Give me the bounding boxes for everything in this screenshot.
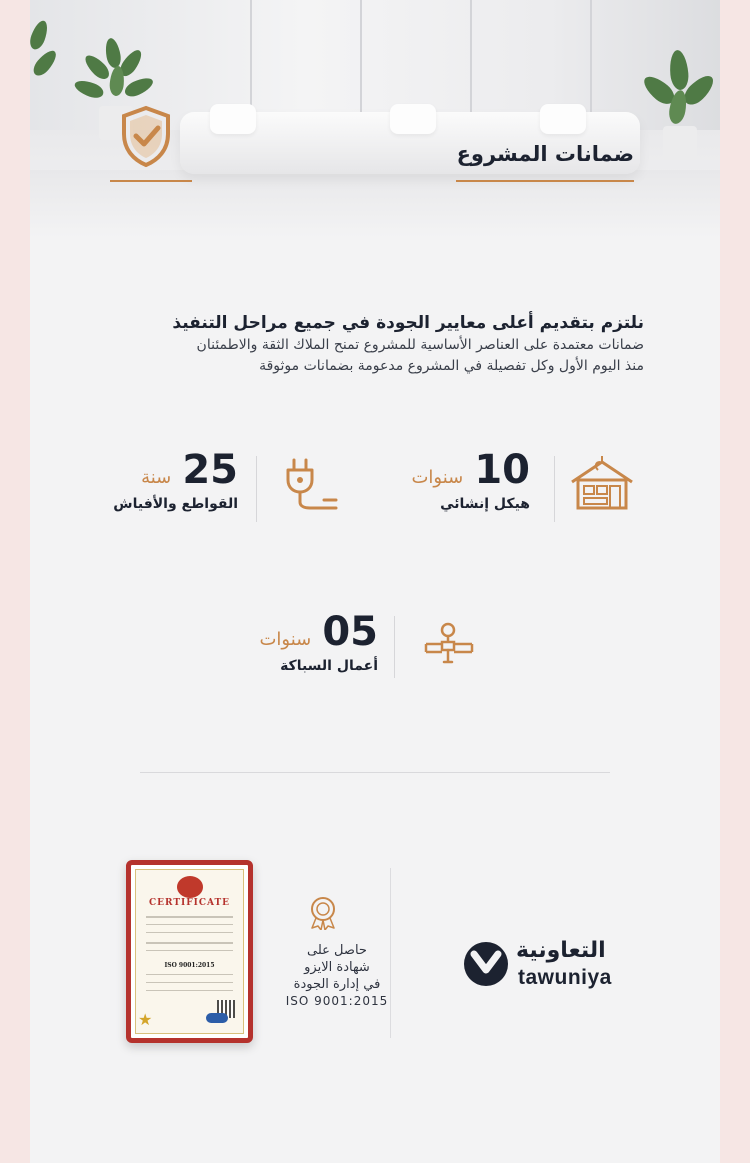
- hero-banner: [30, 0, 720, 238]
- certificate-text-line: [146, 924, 233, 925]
- stat-label: هيكل إنشائي: [440, 496, 530, 512]
- sofa-cushion: [210, 104, 256, 134]
- certificate-title: CERTIFICATE: [148, 898, 231, 908]
- tawuniya-name-english: tawuniya: [518, 966, 612, 989]
- stat-unit: سنوات: [259, 629, 312, 650]
- certificate-iaf-logo: [206, 1013, 228, 1023]
- stat-number: 25: [182, 447, 238, 493]
- title-underline: [456, 180, 634, 182]
- certificate-seal-icon: [177, 876, 203, 898]
- stat-label: القواطع والأفياش: [113, 496, 238, 512]
- sofa-cushion: [540, 104, 586, 134]
- plant-edge-left: [30, 0, 60, 90]
- section-divider: [140, 772, 610, 773]
- plug-icon: [284, 458, 340, 512]
- certificate-text-line: [146, 942, 233, 944]
- iso-description: [282, 942, 392, 993]
- plant-right: [640, 50, 720, 160]
- certificate-text-line: [146, 982, 233, 983]
- house-icon: [568, 456, 636, 512]
- stat-unit: سنة: [141, 467, 172, 488]
- iso-line-3: في إدارة الجودة: [293, 977, 381, 992]
- certificate-standard: ISO 9001:2015: [164, 962, 215, 969]
- stat-number: 05: [322, 609, 378, 655]
- certificate-star-icon: ★: [138, 1010, 153, 1029]
- intro-text: [84, 311, 644, 377]
- stat-plumbing: [228, 609, 378, 674]
- footer-divider: [390, 868, 391, 1038]
- certificate-text-line: [146, 916, 233, 918]
- iso-line-2: شهادة الايزو: [304, 960, 370, 975]
- page-card: [30, 0, 720, 1163]
- shield-underline: [110, 180, 192, 182]
- stat-unit: سنوات: [411, 467, 464, 488]
- page-title: ضمانات المشروع: [456, 142, 634, 166]
- sofa-cushion: [390, 104, 436, 134]
- stat-divider: [554, 456, 555, 522]
- intro-lead: نلتزم بتقديم أعلى معايير الجودة في جميع مراحل التنفيذ: [172, 313, 644, 333]
- iso-certificate-image: [126, 860, 253, 1043]
- iso-code: ISO 9001:2015: [285, 994, 389, 1008]
- stat-divider: [256, 456, 257, 522]
- tawuniya-logo-icon: [462, 940, 510, 988]
- certificate-text-line: [146, 990, 233, 991]
- stat-label: أعمال السباكة: [280, 658, 378, 674]
- stat-switches: [88, 447, 238, 512]
- intro-line-2: منذ اليوم الأول وكل تفصيلة في المشروع مدعومة بضمانات موثوقة: [259, 358, 644, 374]
- certificate-text-line: [146, 974, 233, 975]
- pipe-valve-icon: [424, 622, 476, 670]
- intro-line-1: ضمانات معتمدة على العناصر الأساسية للمشروع تمنح الملاك الثقة والاطمئنان: [196, 337, 644, 353]
- stat-structure: [380, 447, 530, 512]
- certificate-text-line: [146, 932, 233, 933]
- stat-number: 10: [474, 447, 530, 493]
- certificate-text-line: [146, 950, 233, 951]
- stat-divider: [394, 616, 395, 678]
- award-ribbon-icon: [308, 896, 338, 930]
- shield-check-icon: [118, 104, 174, 168]
- iso-line-1: حاصل على: [307, 943, 367, 958]
- tawuniya-name-arabic: التعاونية: [516, 938, 606, 963]
